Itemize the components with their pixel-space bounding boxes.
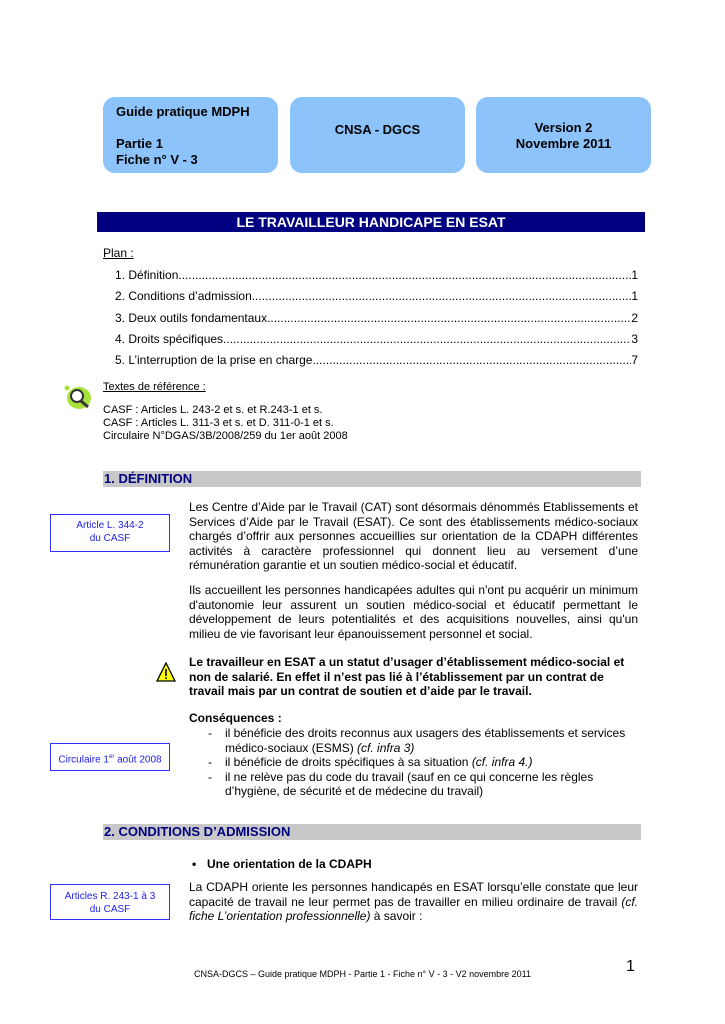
references-list — [103, 404, 348, 443]
references-label: Textes de référence : — [103, 381, 206, 393]
toc-entry[interactable] — [115, 332, 638, 346]
side-note-line: Articles R. 243-1 à 3 — [64, 891, 156, 902]
orientation-bullet: • Une orientation de la CDAPH — [192, 857, 372, 871]
toc-leader — [312, 353, 631, 367]
toc-leader — [267, 311, 631, 325]
toc-page: 1 — [631, 268, 638, 282]
section-2-heading: 2. CONDITIONS D’ADMISSION — [103, 824, 641, 840]
section-1-heading: 1. DÉFINITION — [103, 471, 641, 487]
consequences-label: Conséquences : — [189, 711, 282, 725]
toc-page: 3 — [631, 331, 638, 346]
toc-label: 4. Droits spécifiques — [115, 331, 224, 346]
toc-label: 2. Conditions d’admission — [115, 289, 252, 304]
toc-page: 7 — [631, 353, 638, 368]
toc-label: 1. Définition — [115, 268, 179, 282]
toc-page: 1 — [631, 289, 638, 304]
toc-label: 5. L’interruption de la prise en charge — [115, 353, 313, 368]
page-title: LE TRAVAILLEUR HANDICAPE EN ESAT — [97, 212, 645, 232]
side-note-articles-r — [50, 884, 170, 920]
consequences-list — [206, 726, 638, 799]
warning-icon — [156, 662, 176, 682]
toc-page: 2 — [631, 310, 638, 325]
plan-label: Plan : — [103, 246, 134, 260]
list-item: - il bénéficie de droits spécifiques à sa situation (cf. infra 4.) — [206, 755, 638, 770]
toc-leader — [252, 289, 632, 303]
header-org-box — [290, 97, 465, 173]
toc-entry[interactable] — [115, 353, 638, 367]
search-magnifier-icon — [64, 384, 94, 412]
side-note-article — [50, 514, 170, 552]
page-number: 1 — [626, 958, 635, 975]
reference-line: Circulaire N°DGAS/3B/2008/259 du 1er août 2008 — [103, 430, 348, 442]
warning-statement: Le travailleur en ESAT a un statut d’usager d’établissement médico-social et non de salarié. En effet il n’est pas lié à l’établissement par un contrat de travail mais par un contrat de soutien et d’aide par le travail. — [189, 655, 625, 699]
reference-line: CASF : Articles L. 243-2 et s. et R.243-1 et s. — [103, 404, 323, 416]
header-guide-box — [103, 97, 278, 173]
side-note-line: Article L. 344-2 — [76, 520, 144, 531]
version-label: Version 2 — [534, 120, 593, 135]
side-note-line: du CASF — [89, 533, 131, 544]
toc-label: 3. Deux outils fondamentaux — [115, 310, 268, 325]
guide-label: Guide pratique MDPH — [116, 104, 250, 119]
toc-entry[interactable] — [115, 289, 638, 303]
toc-entry[interactable] — [115, 311, 638, 325]
list-item: - il ne relève pas du code du travail (sauf en ce qui concerne les règles d’hygiène, de sécurité et de médecine du travail) — [206, 770, 638, 799]
toc-leader — [178, 268, 631, 282]
admission-paragraph: La CDAPH oriente les personnes handicapés en ESAT lorsqu’elle constate que leur capacité de travail ne leur permet pas de travailler en milieu ordinaire de travail (cf. fiche L’orientation professionnelle) à savoir : — [189, 880, 638, 924]
version-date: Novembre 2011 — [515, 136, 612, 151]
sheet-label: Fiche n° V - 3 — [116, 152, 198, 167]
side-note-circulaire: Circulaire 1er août 2008 — [50, 743, 170, 771]
footer-text: CNSA-DGCS – Guide pratique MDPH - Partie 1 - Fiche n° V - 3 - V2 novembre 2011 — [193, 969, 532, 979]
toc-entry[interactable] — [115, 268, 638, 282]
toc-leader — [223, 332, 631, 346]
header-version-box — [476, 97, 651, 173]
list-item: - il bénéficie des droits reconnus aux usagers des établissements et services médico-sociaux (ESMS) (cf. infra 3) — [206, 726, 638, 755]
definition-paragraph-2: Ils accueillent les personnes handicapées adultes qui n'ont pu acquérir un minimum d'autonomie leur assurent un soutien médico-social et éducatif permettant le développement de leurs potentialités et des acquisitions nouvelles, ainsi qu'un milieu de vie favorisant leur épanouissement personnel et social. — [189, 583, 638, 641]
side-note-line: du CASF — [89, 904, 131, 915]
org-label: CNSA - DGCS — [334, 122, 421, 137]
reference-line: CASF : Articles L. 311-3 et s. et D. 311-0-1 et s. — [103, 417, 334, 429]
definition-paragraph-1: Les Centre d’Aide par le Travail (CAT) sont désormais dénommés Etablissements et Services d’Aide par le Travail (ESAT). Ce sont des établissements médico-sociaux chargés d’offrir aux personnes accueillies sur orientation de la CDAPH différentes activités à caractère professionnel qui donnent lieu au versement d’une rémunération garantie et un soutien médico-social et éducatif. — [189, 500, 638, 573]
part-label: Partie 1 — [116, 136, 163, 151]
bullet-icon: • — [192, 857, 197, 871]
